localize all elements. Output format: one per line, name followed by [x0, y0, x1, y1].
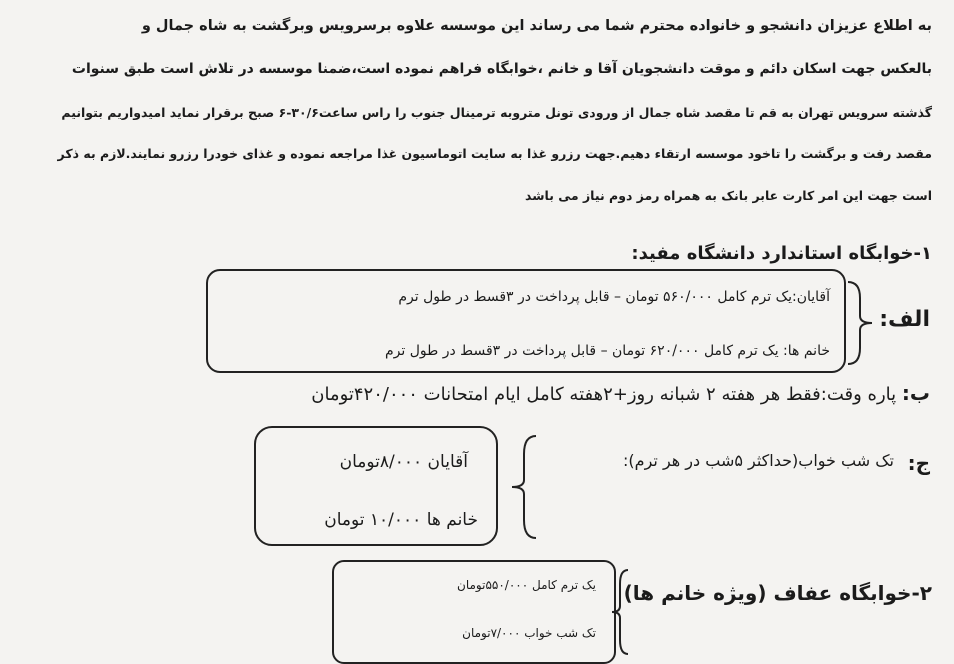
intro-line-5: است جهت این امر کارت عابر بانک به همراه رمز دوم نیاز می باشد [525, 188, 932, 203]
jim-brace [510, 432, 540, 542]
single-night-women-price: خانم ها ۱۰/۰۰۰ تومان [324, 510, 478, 530]
afaf-single-night-price: تک شب خواب ۷/۰۰۰تومان [462, 626, 596, 640]
alef-marker: الف: [879, 307, 930, 332]
single-night-price-box [254, 426, 498, 546]
alef-brace [844, 278, 874, 368]
part-time-line [311, 381, 930, 405]
part-time-text: پاره وقت:فقط هر هفته ۲ شبانه روز+۲هفته کامل ایام امتحانات ۴۲۰/۰۰۰تومان [311, 384, 902, 405]
single-night-text: تک شب خواب(حداکثر ۵شب در هر ترم): [623, 451, 894, 470]
intro-line-4: مقصد رفت و برگشت را تاخود موسسه ارتقاء دهیم.جهت رزرو غذا به سایت اتوماسیون غذا مراجعه نموده و غذای خودرا رزرو نمایند.لازم به ذکر [57, 146, 932, 161]
standard-dorm-term-box [206, 269, 846, 373]
section-2-heading: ۲-خوابگاه عفاف (ویژه خانم ها) [623, 581, 932, 605]
intro-line-1: به اطلاع عزیزان دانشجو و خانواده محترم شما می رساند این موسسه علاوه برسرویس وبرگشت به شاه جمال و [141, 18, 932, 34]
afaf-dorm-price-box [332, 560, 616, 664]
be-marker: ب: [901, 381, 930, 405]
standard-dorm-women-price: خانم ها: یک ترم کامل ۶۲۰/۰۰۰ تومان – قابل پرداخت در ۳قسط در طول ترم [384, 343, 830, 359]
jim-marker: ج: [907, 451, 930, 475]
single-night-men-price: آقایان ۸/۰۰۰تومان [339, 452, 468, 472]
section-1-heading: ۱-خوابگاه استاندارد دانشگاه مفید: [631, 243, 932, 264]
intro-line-2: بالعکس جهت اسکان دائم و موقت دانشجویان آقا و خانم ،خوابگاه فراهم نموده است،ضمنا موسسه در تلاش است طبق سنوات [71, 61, 932, 77]
afaf-full-term-price: یک ترم کامل ۵۵۰/۰۰۰تومان [457, 578, 596, 592]
standard-dorm-men-price: آقایان:یک ترم کامل ۵۶۰/۰۰۰ تومان – قابل پرداخت در ۳قسط در طول ترم [398, 289, 830, 305]
intro-line-3: گذشته سرویس تهران به قم تا مقصد شاه جمال از ورودی تونل متروبه ترمینال جنوب را راس ساعت۳۰/۶-۶ صبح برقرار نماید امیدواریم بتوانیم [61, 105, 932, 120]
